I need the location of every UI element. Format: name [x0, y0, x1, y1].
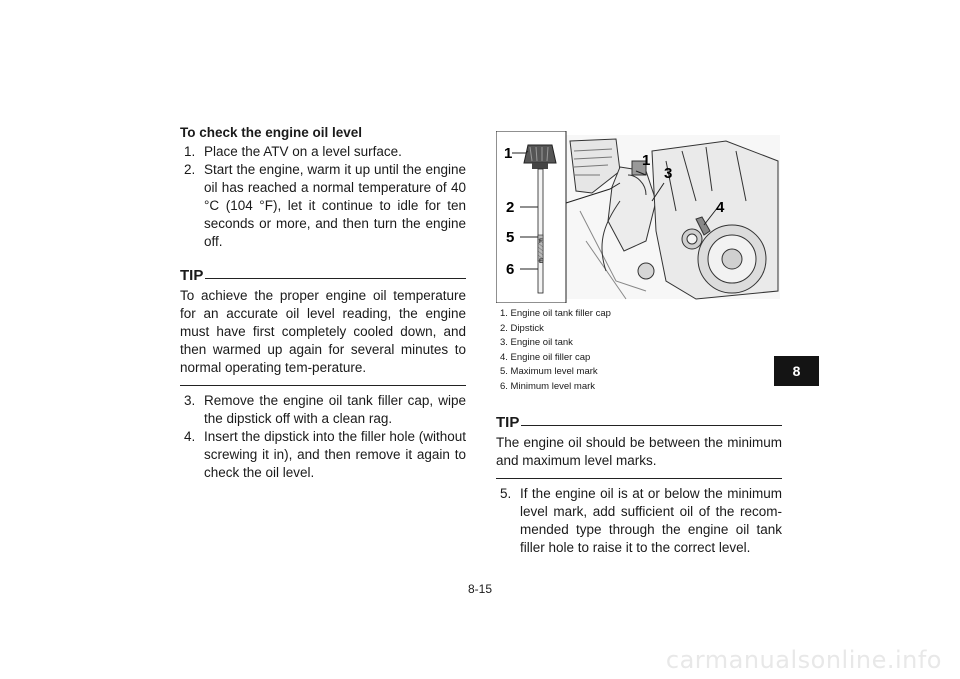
tip-text: To achieve the proper engine oil temperature for an accurate oil level reading, the engine must have first completely cooled down, and then warmed up again for several minutes to normal operating tem-perature.: [180, 288, 466, 375]
tip-label: TIP: [180, 267, 204, 284]
callout-label: 1: [504, 145, 513, 162]
callout-label: 5: [506, 229, 515, 246]
callout-label: 4: [716, 199, 725, 216]
tip-header: [496, 414, 782, 432]
step-number: 4.: [184, 429, 196, 444]
tip-end-rule: [180, 385, 466, 386]
step-text: If the engine oil is at or below the minimum level mark, add sufficient oil of the recom-mended type through the engine oil tank filler hole to raise it to the correct level.: [520, 486, 782, 555]
step-item: [180, 143, 466, 161]
page-number: 8-15: [467, 582, 493, 596]
step-text: Place the ATV on a level surface.: [204, 144, 402, 159]
callout-label: 6: [506, 261, 515, 278]
dipstick-mark: F: [539, 239, 543, 245]
tip-rule: [521, 425, 782, 426]
engine-drawing: [566, 135, 780, 299]
callout-label: 2: [506, 199, 515, 216]
step-number: 5.: [500, 486, 512, 501]
step-item: [180, 428, 466, 482]
tip-text: The engine oil should be between the minimum and maximum level marks.: [496, 435, 782, 468]
step-text: Remove the engine oil tank filler cap, wipe the dipstick off with a clean rag.: [204, 393, 466, 426]
legend-item: 3. Engine oil tank: [500, 337, 573, 348]
engine-oil-figure: [496, 131, 782, 303]
legend-item: 1. Engine oil tank filler cap: [500, 308, 611, 319]
legend-item: 5. Maximum level mark: [500, 366, 598, 377]
step-number: 3.: [184, 393, 196, 408]
section-heading: To check the engine oil level: [180, 125, 363, 140]
step-text: Start the engine, warm it up until the engine oil has reached a normal temperature of 40 °C (104 °F), let it continue to idle for ten seconds or more, and then turn the engine off.: [204, 162, 466, 249]
legend-item: 4. Engine oil filler cap: [500, 351, 591, 363]
step-item: [180, 161, 466, 251]
dipstick-mark: E: [539, 259, 544, 265]
legend-item: 6. Minimum level mark: [500, 380, 596, 392]
callout-label: 3: [664, 165, 673, 182]
tip-box: [180, 267, 466, 386]
step-number: 1.: [184, 144, 196, 159]
chapter-tab: 8: [774, 356, 819, 386]
legend-item: 2. Dipstick: [500, 322, 544, 334]
tip-box: [496, 414, 782, 479]
engine-illustration: [496, 131, 782, 303]
right-column: [496, 131, 782, 557]
step-number: 2.: [184, 162, 196, 177]
step-item: [496, 485, 782, 557]
tip-end-rule: [496, 478, 782, 479]
watermark: carmanualsonline.info: [665, 646, 942, 674]
step-item: [180, 392, 466, 428]
figure-legend: [496, 307, 782, 394]
callout-label: 1: [642, 152, 651, 169]
tip-rule: [205, 278, 466, 279]
tip-header: [180, 267, 466, 285]
tip-label: TIP: [496, 414, 520, 431]
left-column: [180, 124, 466, 482]
step-text: Insert the dipstick into the filler hole (without screwing it in), and then remove it again to check the oil level.: [204, 429, 466, 480]
